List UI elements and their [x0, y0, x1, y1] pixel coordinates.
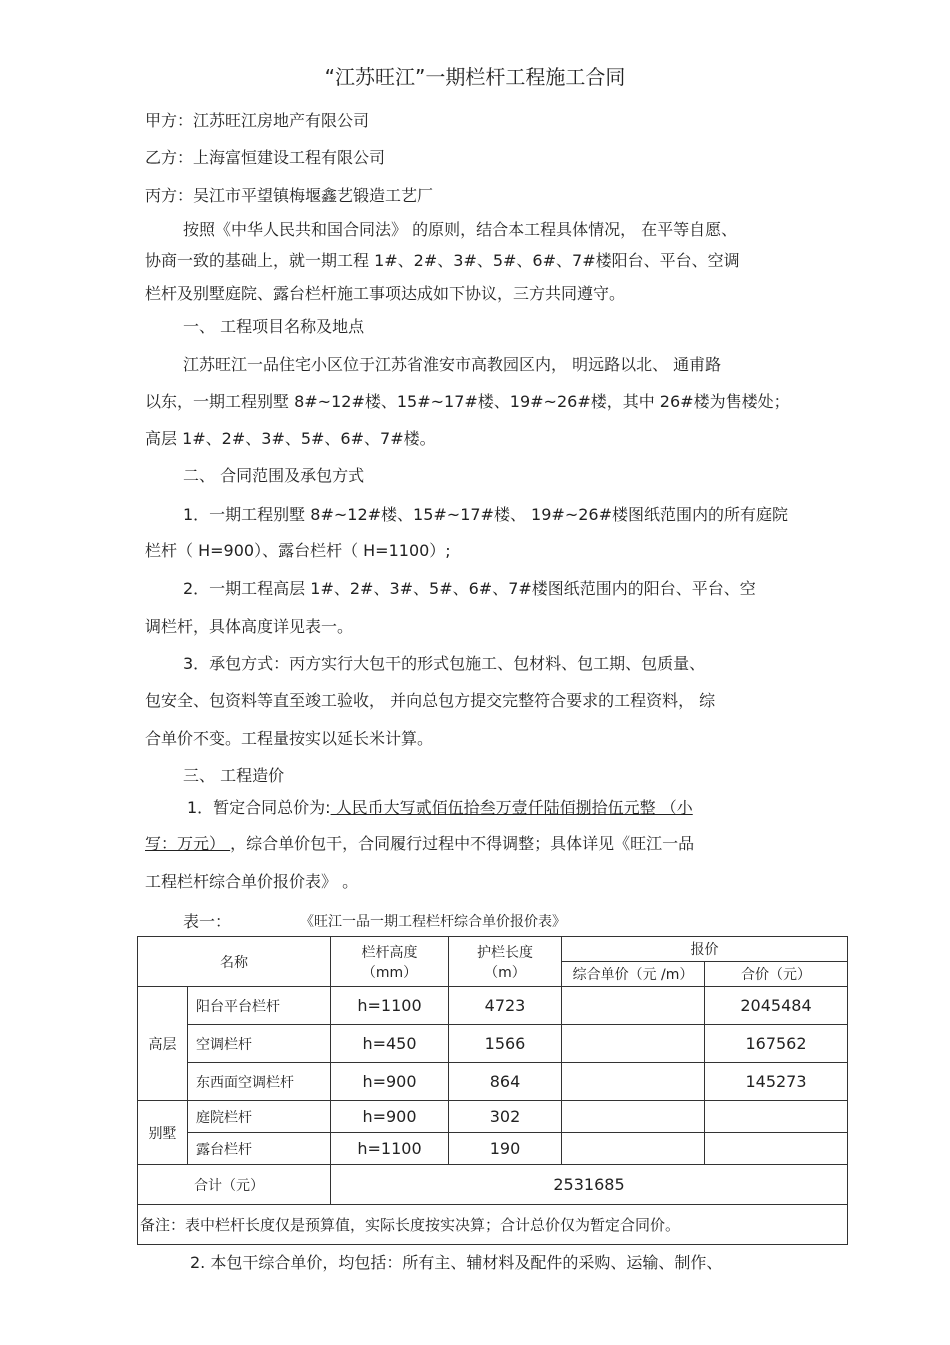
- price-amount-words: 人民币大写贰佰伍拾叁万壹仟陆佰捌拾伍元整 （小: [330, 798, 693, 817]
- party-b: 乙方：上海富恒建设工程有限公司: [145, 148, 386, 167]
- row-height: h=900: [331, 1101, 449, 1133]
- price-label: 1．暂定合同总价为:: [187, 798, 331, 817]
- header-railing-height: [331, 937, 449, 987]
- price-line-1: [187, 798, 693, 818]
- intro-line: 按照《中华人民共和国合同法》 的原则，结合本工程具体情况， 在平等自愿、: [183, 220, 738, 239]
- intro-line: 协商一致的基础上，就一期工程 1#、2#、3#、5#、6#、7#楼阳台、平台、空调: [145, 251, 740, 270]
- header-quote: 报价: [562, 937, 848, 962]
- section-2-item: 3．承包方式：丙方实行大包干的形式包施工、包材料、包工期、包质量、: [183, 654, 706, 673]
- row-unit-price: [562, 1133, 705, 1165]
- price-line-3: 工程栏杆综合单价报价表》 。: [145, 872, 359, 891]
- row-total: 145273: [705, 1063, 848, 1101]
- table-note-row: [138, 1205, 848, 1245]
- table-row: [138, 1025, 848, 1063]
- header-railing-height-unit: （mm）: [361, 964, 418, 981]
- sum-value: 2531685: [331, 1165, 848, 1205]
- section-1-text: 以东，一期工程别墅 8#~12#楼、15#~17#楼、19#~26#楼，其中 26#楼为售楼处；: [145, 392, 790, 411]
- section-2-item: 2．一期工程高层 1#、2#、3#、5#、6#、7#楼图纸范围内的阳台、平台、空: [183, 579, 756, 598]
- table-note-text: 备注：表中栏杆长度仅是预算值，实际长度按实决算；合计总价仅为暂定合同价。: [140, 1216, 681, 1234]
- row-height: h=450: [331, 1025, 449, 1063]
- section-1-text: 高层 1#、2#、3#、5#、6#、7#楼。: [145, 429, 436, 448]
- row-name: 东西面空调栏杆: [188, 1063, 331, 1101]
- row-height: h=1100: [331, 1133, 449, 1165]
- section-2-item: 栏杆（ H=900）、露台栏杆（ H=1100）;: [145, 541, 451, 560]
- row-name: 空调栏杆: [188, 1025, 331, 1063]
- table-row: [138, 1063, 848, 1101]
- row-name: 露台栏杆: [188, 1133, 331, 1165]
- row-height: h=900: [331, 1063, 449, 1101]
- row-length: 1566: [449, 1025, 562, 1063]
- section-2-item: 调栏杆，具体高度详见表一。: [145, 617, 354, 636]
- section-1-heading: 一、 工程项目名称及地点: [183, 317, 365, 336]
- header-railing-length-label: 护栏长度: [477, 944, 533, 961]
- price-terms: ，综合单价包干，合同履行过程中不得调整；具体详见《旺江一品: [230, 834, 695, 853]
- row-unit-price: [562, 1063, 705, 1101]
- intro-line: 栏杆及别墅庭院、露台栏杆施工事项达成如下协议，三方共同遵守。: [145, 284, 626, 303]
- group-villa: 别墅: [138, 1101, 188, 1165]
- row-length: 4723: [449, 987, 562, 1025]
- party-c: 丙方：吴江市平望镇梅堰鑫艺锻造工艺厂: [145, 186, 434, 205]
- row-name: 阳台平台栏杆: [188, 987, 331, 1025]
- group-high-rise: 高层: [138, 987, 188, 1101]
- price-line-2: [145, 834, 694, 854]
- price-amount-figure: 写：万元）: [145, 834, 231, 853]
- clause-2-text: 2. 本包干综合单价，均包括：所有主、辅材料及配件的采购、运输、制作、: [190, 1253, 723, 1272]
- section-1-text: 江苏旺江一品住宅小区位于江苏省淮安市高教园区内， 明远路以北、 通甫路: [183, 355, 722, 374]
- table-note: [138, 1205, 848, 1245]
- quotation-table: [137, 936, 848, 1245]
- header-name: 名称: [138, 937, 331, 987]
- table-row: [138, 987, 848, 1025]
- row-length: 864: [449, 1063, 562, 1101]
- header-railing-length: [449, 937, 562, 987]
- section-3-heading: 三、 工程造价: [183, 766, 285, 785]
- section-2-item: 包安全、包资料等直至竣工验收， 并向总包方提交完整符合要求的工程资料， 综: [145, 691, 716, 710]
- row-unit-price: [562, 1025, 705, 1063]
- table-row: [138, 1133, 848, 1165]
- contract-title: “江苏旺江”一期栏杆工程施工合同: [324, 65, 626, 89]
- section-2-heading: 二、 合同范围及承包方式: [183, 466, 365, 485]
- row-total: [705, 1101, 848, 1133]
- party-a: 甲方：江苏旺江房地产有限公司: [145, 111, 370, 130]
- header-unit-price: 综合单价（元 /m）: [562, 962, 705, 987]
- section-2-item: 合单价不变。工程量按实以延长米计算。: [145, 729, 434, 748]
- table-caption-label: 表一：: [183, 912, 232, 931]
- table-sum-row: [138, 1165, 848, 1205]
- row-length: 302: [449, 1101, 562, 1133]
- header-total-price: 合价（元）: [705, 962, 848, 987]
- row-height: h=1100: [331, 987, 449, 1025]
- section-2-item: 1．一期工程别墅 8#~12#楼、15#~17#楼、 19#~26#楼图纸范围内的所有庭院: [183, 505, 788, 524]
- row-unit-price: [562, 987, 705, 1025]
- header-railing-length-unit: （m）: [484, 964, 526, 981]
- sum-label: 合计（元）: [138, 1165, 331, 1205]
- row-unit-price: [562, 1101, 705, 1133]
- row-total: 167562: [705, 1025, 848, 1063]
- row-total: [705, 1133, 848, 1165]
- row-name: 庭院栏杆: [188, 1101, 331, 1133]
- table-row: [138, 1101, 848, 1133]
- row-total: 2045484: [705, 987, 848, 1025]
- header-railing-height-label: 栏杆高度: [361, 944, 418, 961]
- table-caption-title: 《旺江一品一期工程栏杆综合单价报价表》: [300, 914, 566, 930]
- row-length: 190: [449, 1133, 562, 1165]
